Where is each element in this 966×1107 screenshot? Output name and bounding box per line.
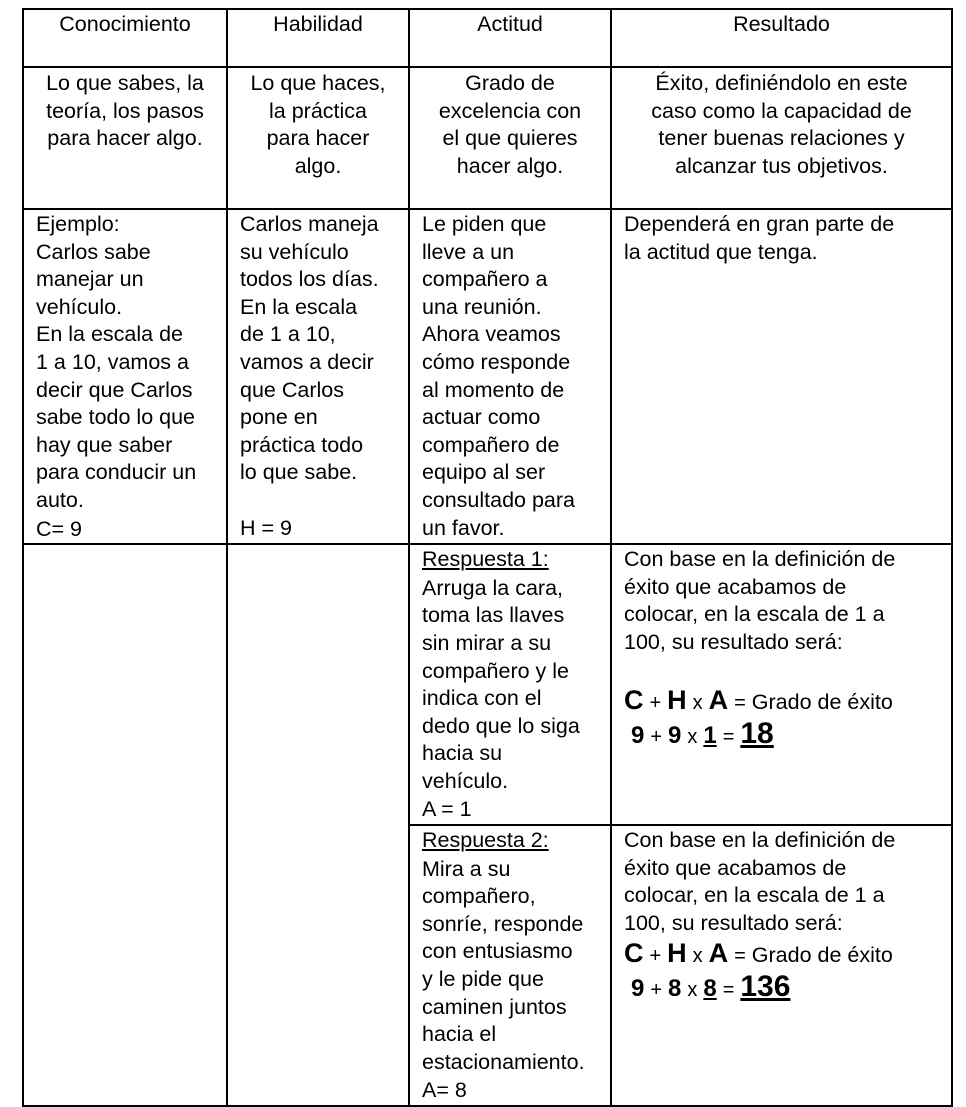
formula-2: C + H x A = Grado de éxito [624,938,893,969]
result-2: 136 [740,970,791,1004]
calc-1: 9 + 9 x 1 = 18 [631,716,774,750]
definition-actitud: Grado de excelencia con el que quieres hacer algo. [409,67,611,209]
h-value: H = 9 [240,515,292,540]
definition-resultado: Éxito, definiéndolo en este caso como la capacidad de tener buenas relaciones y alcanzar tus objetivos. [611,67,952,209]
response-1-actitud [409,544,611,825]
response-2-resultado [611,825,952,1106]
c-value: C= 9 [36,516,83,541]
response-1-row [23,544,952,825]
a-value-2: A= 8 [422,1078,467,1103]
example-row [23,209,952,544]
example-conocimiento-text: Ejemplo: Carlos sabe manejar un vehículo. En la escala de 1 a 10, vamos a decir que Carlos sabe todo lo que hay que saber para conducir un auto. [36,212,197,512]
a-value-1: A = 1 [422,797,472,822]
example-habilidad-text: Carlos maneja su vehículo todos los días. En la escala de 1 a 10, vamos a decir que Carlos pone en práctica todo lo que sabe. [240,212,379,485]
header-row [23,9,952,67]
empty-cell-habilidad [227,544,409,1106]
header-cell-actitud: Actitud [409,9,611,67]
example-actitud [409,209,611,544]
example-conocimiento [23,209,227,544]
definition-habilidad: Lo que haces, la práctica para hacer algo. [227,67,409,209]
example-resultado [611,209,952,544]
header-cell-habilidad: Habilidad [227,9,409,67]
response-1-intro: Con base en la definición de éxito que acabamos de colocar, en la escala de 1 a 100, su resultado será: [624,547,896,654]
response-1-title: Respuesta 1: [422,547,549,572]
response-2-text: Mira a su compañero, sonríe, responde con entusiasmo y le pide que caminen juntos hacia el estacionamiento. [422,856,585,1074]
example-actitud-text: Le piden que lleve a un compañero a una reunión. Ahora veamos cómo responde al momento de actuar como compañero de equipo al ser consultado para un favor. [422,212,575,540]
definition-conocimiento: Lo que sabes, la teoría, los pasos para hacer algo. [23,67,227,209]
definition-row [23,67,952,209]
example-habilidad [227,209,409,544]
calc-2: 9 + 8 x 8 = 136 [631,970,791,1004]
header-cell-resultado: Resultado [611,9,952,67]
result-1: 18 [740,716,774,750]
response-2-actitud [409,825,611,1106]
response-2-intro: Con base en la definición de éxito que acabamos de colocar, en la escala de 1 a 100, su resultado será: [624,828,896,935]
example-resultado-text: Dependerá en gran parte de la actitud que tenga. [624,212,895,264]
header-cell-conocimiento: Conocimiento [23,9,227,67]
empty-cell-conocimiento [23,544,227,1106]
response-2-title: Respuesta 2: [422,828,549,853]
competencias-table [22,8,953,1107]
formula-1: C + H x A = Grado de éxito [624,684,893,715]
response-1-resultado [611,544,952,825]
response-1-text: Arruga la cara, toma las llaves sin mirar a su compañero y le indica con el dedo que lo siga hacia su vehículo. [422,575,580,793]
